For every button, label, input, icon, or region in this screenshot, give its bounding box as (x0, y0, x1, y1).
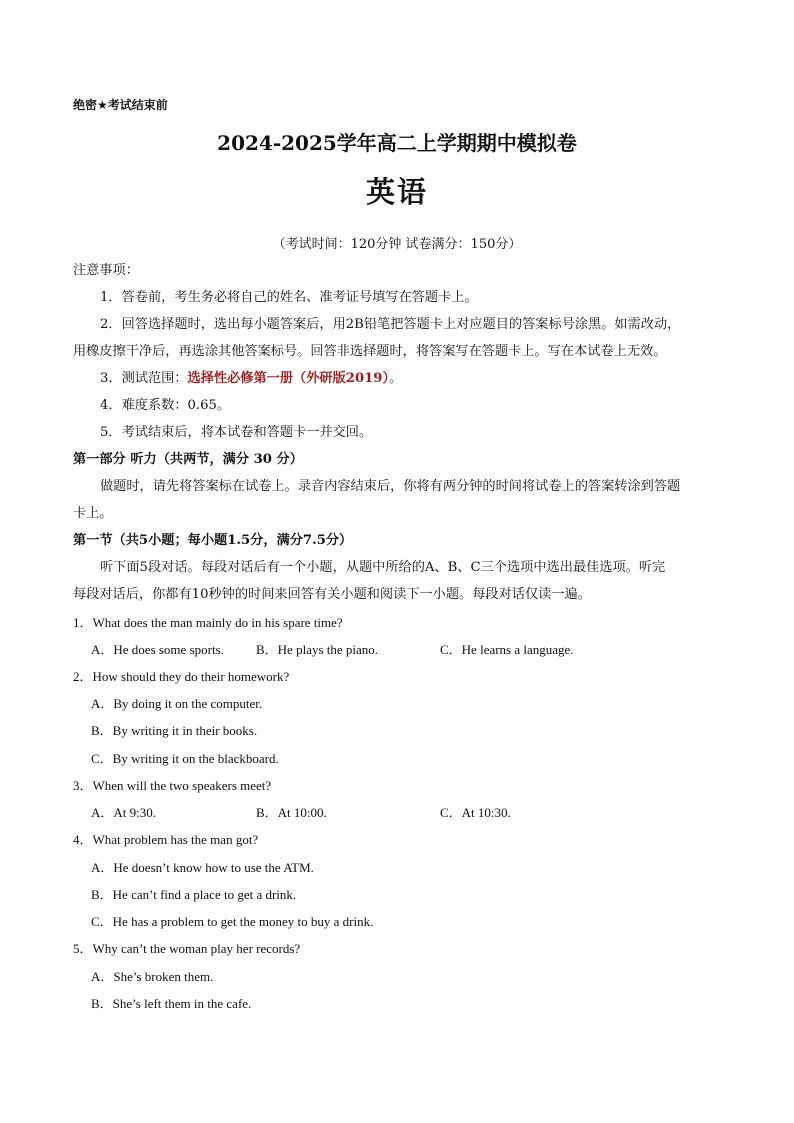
question-3-option-c: C．At 10:30. (440, 805, 511, 820)
section1-intro-b: 每段对话后，你都有10秒钟的时间来回答有关小题和阅读下一小题。每段对话仅读一遍。 (73, 587, 591, 602)
note-3 (100, 370, 402, 388)
question-4-option-c: C．He has a problem to get the money to buy a drink. (91, 914, 374, 929)
question-2-option-b: B．By writing it in their books. (91, 723, 258, 738)
question-3-option-a: A．At 9:30. (91, 805, 157, 820)
notes-heading: 注意事项： (73, 263, 139, 278)
question-3-option-b: B．At 10:00. (256, 805, 327, 820)
question-2-stem: 2．How should they do their homework? (73, 669, 290, 684)
test-scope: 选择性必修第一册（外研版2019） (187, 371, 390, 386)
note-1: 1．答卷前，考生务必将自己的姓名、准考证号填写在答题卡上。 (100, 290, 478, 305)
question-1-stem: 1．What does the man mainly do in his spare time? (73, 615, 343, 630)
section1-intro-a: 听下面5段对话。每段对话后有一个小题，从题中所给的A、B、C三个选项中选出最佳选项。听完 (100, 560, 666, 575)
note-3-suffix: 。 (389, 371, 403, 386)
note-4: 4．难度系数：0.65。 (100, 398, 231, 413)
question-2-option-c: C．By writing it on the blackboard. (91, 751, 279, 766)
question-4-stem: 4．What problem has the man got? (73, 832, 259, 847)
note-3-prefix: 3．测试范围： (100, 371, 188, 386)
question-5-option-b: B．She’s left them in the cafe. (91, 996, 252, 1011)
question-1-option-a: A．He does some sports. (91, 642, 224, 657)
question-2-option-a: A．By doing it on the computer. (91, 696, 263, 711)
part1-heading: 第一部分 听力（共两节，满分 30 分） (73, 452, 303, 467)
note-2b: 用橡皮擦干净后，再选涂其他答案标号。回答非选择题时，将答案写在答题卡上。写在本试卷上无效。 (73, 344, 667, 359)
exam-subject: 英语 (365, 175, 428, 209)
exam-meta: （考试时间：120分钟 试卷满分：150分） (272, 237, 522, 252)
confidential-label: 绝密★考试结束前 (73, 98, 168, 112)
note-2a: 2．回答选择题时，选出每小题答案后，用2B铅笔把答题卡上对应题目的答案标号涂黑。如需改动， (100, 317, 681, 332)
section1-heading: 第一节（共5小题；每小题1.5分，满分7.5分） (73, 533, 353, 548)
question-1-option-c: C．He learns a language. (440, 642, 574, 657)
question-4-option-b: B．He can’t find a place to get a drink. (91, 887, 297, 902)
question-3-stem: 3．When will the two speakers meet? (73, 778, 272, 793)
part1-intro-a: 做题时，请先将答案标在试卷上。录音内容结束后，你将有两分钟的时间将试卷上的答案转涂到答题 (100, 479, 681, 494)
note-5: 5．考试结束后，将本试卷和答题卡一并交回。 (100, 425, 373, 440)
question-5-stem: 5．Why can’t the woman play her records? (73, 941, 301, 956)
question-1-option-b: B．He plays the piano. (256, 642, 379, 657)
question-5-option-a: A．She’s broken them. (91, 969, 214, 984)
part1-intro-b: 卡上。 (73, 506, 113, 521)
exam-title: 2024-2025学年高二上学期期中模拟卷 (217, 131, 577, 155)
question-4-option-a: A．He doesn’t know how to use the ATM. (91, 860, 314, 875)
